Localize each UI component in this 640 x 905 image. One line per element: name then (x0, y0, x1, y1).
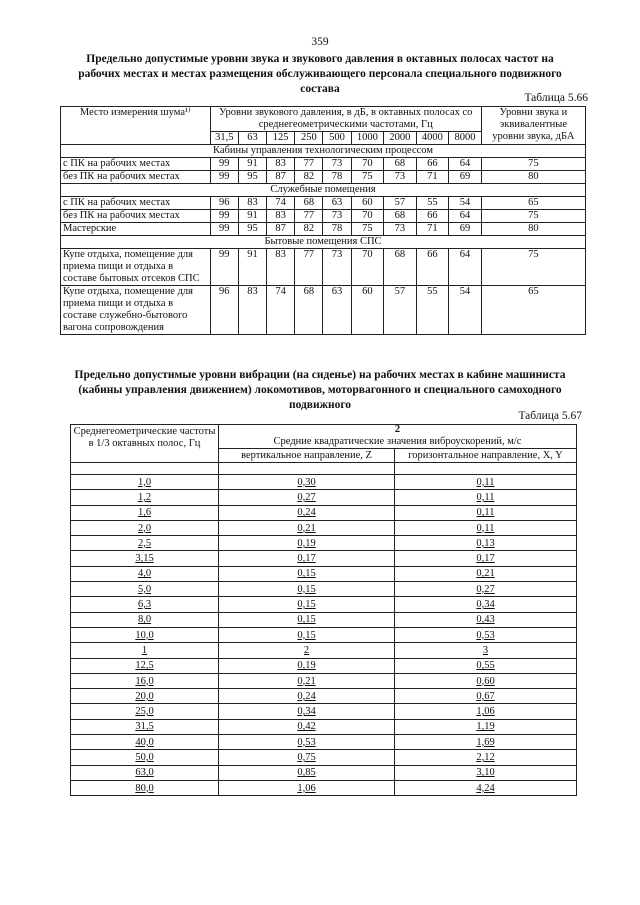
frequency-cell: 1 (71, 643, 219, 658)
sound-level-value: 75 (481, 158, 585, 171)
vertical-z-value: 0,15 (219, 566, 395, 581)
pressure-value: 73 (323, 158, 351, 171)
horizontal-xy-value: 4,24 (395, 780, 577, 795)
pressure-value: 91 (238, 249, 266, 286)
horizontal-xy-value: 1,06 (395, 704, 577, 719)
sound-level-value: 65 (481, 197, 585, 210)
vertical-z-value: 0,24 (219, 689, 395, 704)
section-title: Бытовые помещения СПС (61, 236, 586, 249)
pressure-value: 83 (267, 210, 295, 223)
header-rms-label: Средние квадратические значения виброускорений, м/с (273, 436, 522, 447)
frequency-cell: 31,5 (71, 719, 219, 734)
pressure-value: 54 (449, 197, 482, 210)
vertical-z-value: 0,24 (219, 505, 395, 520)
header-levels: Уровни звука и эквивалентные уровни звука, дБА (481, 107, 585, 145)
table-row (71, 689, 577, 704)
pressure-value: 83 (267, 249, 295, 286)
horizontal-xy-value: 1,19 (395, 719, 577, 734)
frequency-header: 125 (267, 132, 295, 145)
table-row (61, 286, 586, 335)
pressure-value: 68 (295, 197, 323, 210)
frequency-cell: 1,2 (71, 490, 219, 505)
frequency-cell: 12,5 (71, 658, 219, 673)
table-row (71, 505, 577, 520)
pressure-value: 73 (384, 223, 417, 236)
pressure-value: 73 (323, 210, 351, 223)
table-row (71, 780, 577, 795)
place-cell: Купе отдыха, помещение для приема пищи и отдыха в составе бытовых отсеков СПС (61, 249, 211, 286)
vertical-z-value: 0,15 (219, 612, 395, 627)
vibration-table (70, 424, 577, 796)
pressure-value: 69 (449, 171, 482, 184)
frequency-cell: 2,5 (71, 536, 219, 551)
table-row (61, 223, 586, 236)
pressure-value: 78 (323, 223, 351, 236)
pressure-value: 66 (416, 158, 449, 171)
pressure-value: 64 (449, 158, 482, 171)
frequency-cell: 63,0 (71, 765, 219, 780)
pressure-value: 70 (351, 210, 384, 223)
vertical-z-value: 0,15 (219, 582, 395, 597)
section-title: Кабины управления технологическим процессом (61, 145, 586, 158)
table-row (71, 643, 577, 658)
frequency-cell: 50,0 (71, 750, 219, 765)
horizontal-xy-value: 0,11 (395, 490, 577, 505)
frequency-cell: 16,0 (71, 673, 219, 688)
pressure-value: 71 (416, 223, 449, 236)
header-place: Место измерения шума¹⁾ (61, 107, 211, 145)
sound-level-value: 75 (481, 210, 585, 223)
place-cell: без ПК на рабочих местах (61, 171, 211, 184)
page-number: 359 (311, 36, 329, 48)
pressure-value: 95 (238, 223, 266, 236)
frequency-cell: 5,0 (71, 582, 219, 597)
frequency-header: 31,5 (210, 132, 238, 145)
pressure-value: 96 (210, 286, 238, 335)
table-title-vibration: Предельно допустимые уровни вибрации (на сиденье) на рабочих местах в кабине машиниста (кабины управления движением) локомотивов, моторвагонного и специального самоходного подвижного (74, 369, 566, 411)
vertical-z-value: 0,21 (219, 520, 395, 535)
vertical-z-value: 0,75 (219, 750, 395, 765)
blank-row (71, 463, 577, 475)
frequency-cell: 20,0 (71, 689, 219, 704)
pressure-value: 83 (267, 158, 295, 171)
pressure-value: 71 (416, 171, 449, 184)
pressure-value: 68 (384, 210, 417, 223)
pressure-value: 66 (416, 249, 449, 286)
table-row (61, 171, 586, 184)
section-row (61, 236, 586, 249)
frequency-cell: 6,3 (71, 597, 219, 612)
horizontal-xy-value: 3 (395, 643, 577, 658)
vertical-z-value: 1,06 (219, 780, 395, 795)
table-row (71, 750, 577, 765)
table-row (71, 765, 577, 780)
table-row (71, 520, 577, 535)
pressure-value: 74 (267, 286, 295, 335)
frequency-header: 4000 (416, 132, 449, 145)
pressure-value: 60 (351, 286, 384, 335)
frequency-header: 1000 (351, 132, 384, 145)
place-cell: Купе отдыха, помещение для приема пищи и отдыха в составе служебно-бытового вагона сопровождения (61, 286, 211, 335)
pressure-value: 77 (295, 210, 323, 223)
table-row (71, 719, 577, 734)
section-row (61, 184, 586, 197)
pressure-value: 68 (384, 249, 417, 286)
pressure-value: 95 (238, 171, 266, 184)
section-row (61, 145, 586, 158)
frequency-header: 500 (323, 132, 351, 145)
vertical-z-value: 0,19 (219, 536, 395, 551)
vertical-z-value: 0,85 (219, 765, 395, 780)
pressure-value: 99 (210, 223, 238, 236)
frequency-header: 2000 (384, 132, 417, 145)
horizontal-xy-value: 0,13 (395, 536, 577, 551)
place-cell: без ПК на рабочих местах (61, 210, 211, 223)
pressure-value: 57 (384, 286, 417, 335)
pressure-value: 66 (416, 210, 449, 223)
pressure-value: 55 (416, 286, 449, 335)
table-title-noise: Предельно допустимые уровни звука и звукового давления в октавных полосах частот на рабочих местах и местах размещения обслуживающего персонала специального подвижного состава (78, 53, 562, 95)
horizontal-xy-value: 0,53 (395, 627, 577, 642)
pressure-value: 73 (384, 171, 417, 184)
pressure-value: 82 (295, 171, 323, 184)
horizontal-xy-value: 3,10 (395, 765, 577, 780)
pressure-value: 82 (295, 223, 323, 236)
table-row (61, 197, 586, 210)
frequency-cell: 8,0 (71, 612, 219, 627)
frequency-cell: 3,15 (71, 551, 219, 566)
horizontal-xy-value: 0,11 (395, 520, 577, 535)
pressure-value: 64 (449, 249, 482, 286)
pressure-value: 77 (295, 249, 323, 286)
frequency-header: 63 (238, 132, 266, 145)
sound-level-value: 65 (481, 286, 585, 335)
pressure-value: 73 (323, 249, 351, 286)
pressure-value: 91 (238, 158, 266, 171)
table-label-5-66: Таблица 5.66 (524, 92, 588, 104)
frequency-cell: 40,0 (71, 735, 219, 750)
table-row (71, 551, 577, 566)
frequency-cell: 1,0 (71, 475, 219, 490)
header-column-number: 2 (394, 424, 401, 435)
horizontal-xy-value: 0,21 (395, 566, 577, 581)
horizontal-xy-value: 0,67 (395, 689, 577, 704)
table-row (61, 210, 586, 223)
pressure-value: 54 (449, 286, 482, 335)
table-row (61, 249, 586, 286)
pressure-value: 83 (238, 286, 266, 335)
pressure-value: 70 (351, 249, 384, 286)
pressure-value: 99 (210, 210, 238, 223)
pressure-value: 99 (210, 171, 238, 184)
horizontal-xy-value: 1,69 (395, 735, 577, 750)
vertical-z-value: 2 (219, 643, 395, 658)
pressure-value: 63 (323, 286, 351, 335)
pressure-value: 99 (210, 158, 238, 171)
table-row (71, 490, 577, 505)
table-row (71, 658, 577, 673)
table-row (71, 475, 577, 490)
pressure-value: 63 (323, 197, 351, 210)
header-horizontal-xy: горизонтальное направление, X, Y (395, 449, 577, 463)
horizontal-xy-value: 0,11 (395, 505, 577, 520)
sound-level-value: 75 (481, 249, 585, 286)
table-row (71, 582, 577, 597)
pressure-value: 74 (267, 197, 295, 210)
table-row (71, 627, 577, 642)
frequency-cell: 10,0 (71, 627, 219, 642)
pressure-value: 99 (210, 249, 238, 286)
pressure-value: 77 (295, 158, 323, 171)
table-row (71, 704, 577, 719)
header-rms (219, 425, 577, 449)
vertical-z-value: 0,17 (219, 551, 395, 566)
vertical-z-value: 0,19 (219, 658, 395, 673)
table-row (71, 597, 577, 612)
pressure-value: 70 (351, 158, 384, 171)
pressure-value: 87 (267, 171, 295, 184)
table-row (71, 735, 577, 750)
horizontal-xy-value: 0,11 (395, 475, 577, 490)
sound-level-value: 80 (481, 171, 585, 184)
vertical-z-value: 0,34 (219, 704, 395, 719)
vertical-z-value: 0,15 (219, 597, 395, 612)
header-pressure: Уровни звукового давления, в дБ, в октавных полосах со среднегеометрическими частотами, Гц (210, 107, 481, 132)
pressure-value: 91 (238, 210, 266, 223)
pressure-value: 83 (238, 197, 266, 210)
pressure-value: 75 (351, 171, 384, 184)
horizontal-xy-value: 0,17 (395, 551, 577, 566)
horizontal-xy-value: 0,43 (395, 612, 577, 627)
pressure-value: 57 (384, 197, 417, 210)
horizontal-xy-value: 2,12 (395, 750, 577, 765)
frequency-header: 8000 (449, 132, 482, 145)
vertical-z-value: 0,21 (219, 673, 395, 688)
vertical-z-value: 0,27 (219, 490, 395, 505)
pressure-value: 69 (449, 223, 482, 236)
table-row (61, 158, 586, 171)
horizontal-xy-value: 0,34 (395, 597, 577, 612)
header-frequency: Среднегеометрические частоты в 1/3 октавных полос, Гц (71, 425, 219, 463)
vertical-z-value: 0,42 (219, 719, 395, 734)
frequency-header: 250 (295, 132, 323, 145)
table-row (71, 673, 577, 688)
pressure-value: 64 (449, 210, 482, 223)
pressure-value: 55 (416, 197, 449, 210)
pressure-value: 60 (351, 197, 384, 210)
pressure-value: 68 (384, 158, 417, 171)
table-row (71, 612, 577, 627)
frequency-cell: 1,6 (71, 505, 219, 520)
pressure-value: 87 (267, 223, 295, 236)
vertical-z-value: 0,53 (219, 735, 395, 750)
frequency-cell: 80,0 (71, 780, 219, 795)
pressure-value: 68 (295, 286, 323, 335)
pressure-value: 96 (210, 197, 238, 210)
horizontal-xy-value: 0,55 (395, 658, 577, 673)
place-cell: Мастерские (61, 223, 211, 236)
sound-level-value: 80 (481, 223, 585, 236)
frequency-cell: 4,0 (71, 566, 219, 581)
header-vertical-z: вертикальное направление, Z (219, 449, 395, 463)
place-cell: с ПК на рабочих местах (61, 197, 211, 210)
vertical-z-value: 0,15 (219, 627, 395, 642)
frequency-cell: 25,0 (71, 704, 219, 719)
place-cell: с ПК на рабочих местах (61, 158, 211, 171)
table-row (71, 566, 577, 581)
table-label-5-67: Таблица 5.67 (518, 410, 582, 422)
frequency-cell: 2,0 (71, 520, 219, 535)
horizontal-xy-value: 0,60 (395, 673, 577, 688)
table-row (71, 536, 577, 551)
noise-levels-table (60, 106, 586, 335)
section-title: Служебные помещения (61, 184, 586, 197)
pressure-value: 78 (323, 171, 351, 184)
horizontal-xy-value: 0,27 (395, 582, 577, 597)
vertical-z-value: 0,30 (219, 475, 395, 490)
pressure-value: 75 (351, 223, 384, 236)
